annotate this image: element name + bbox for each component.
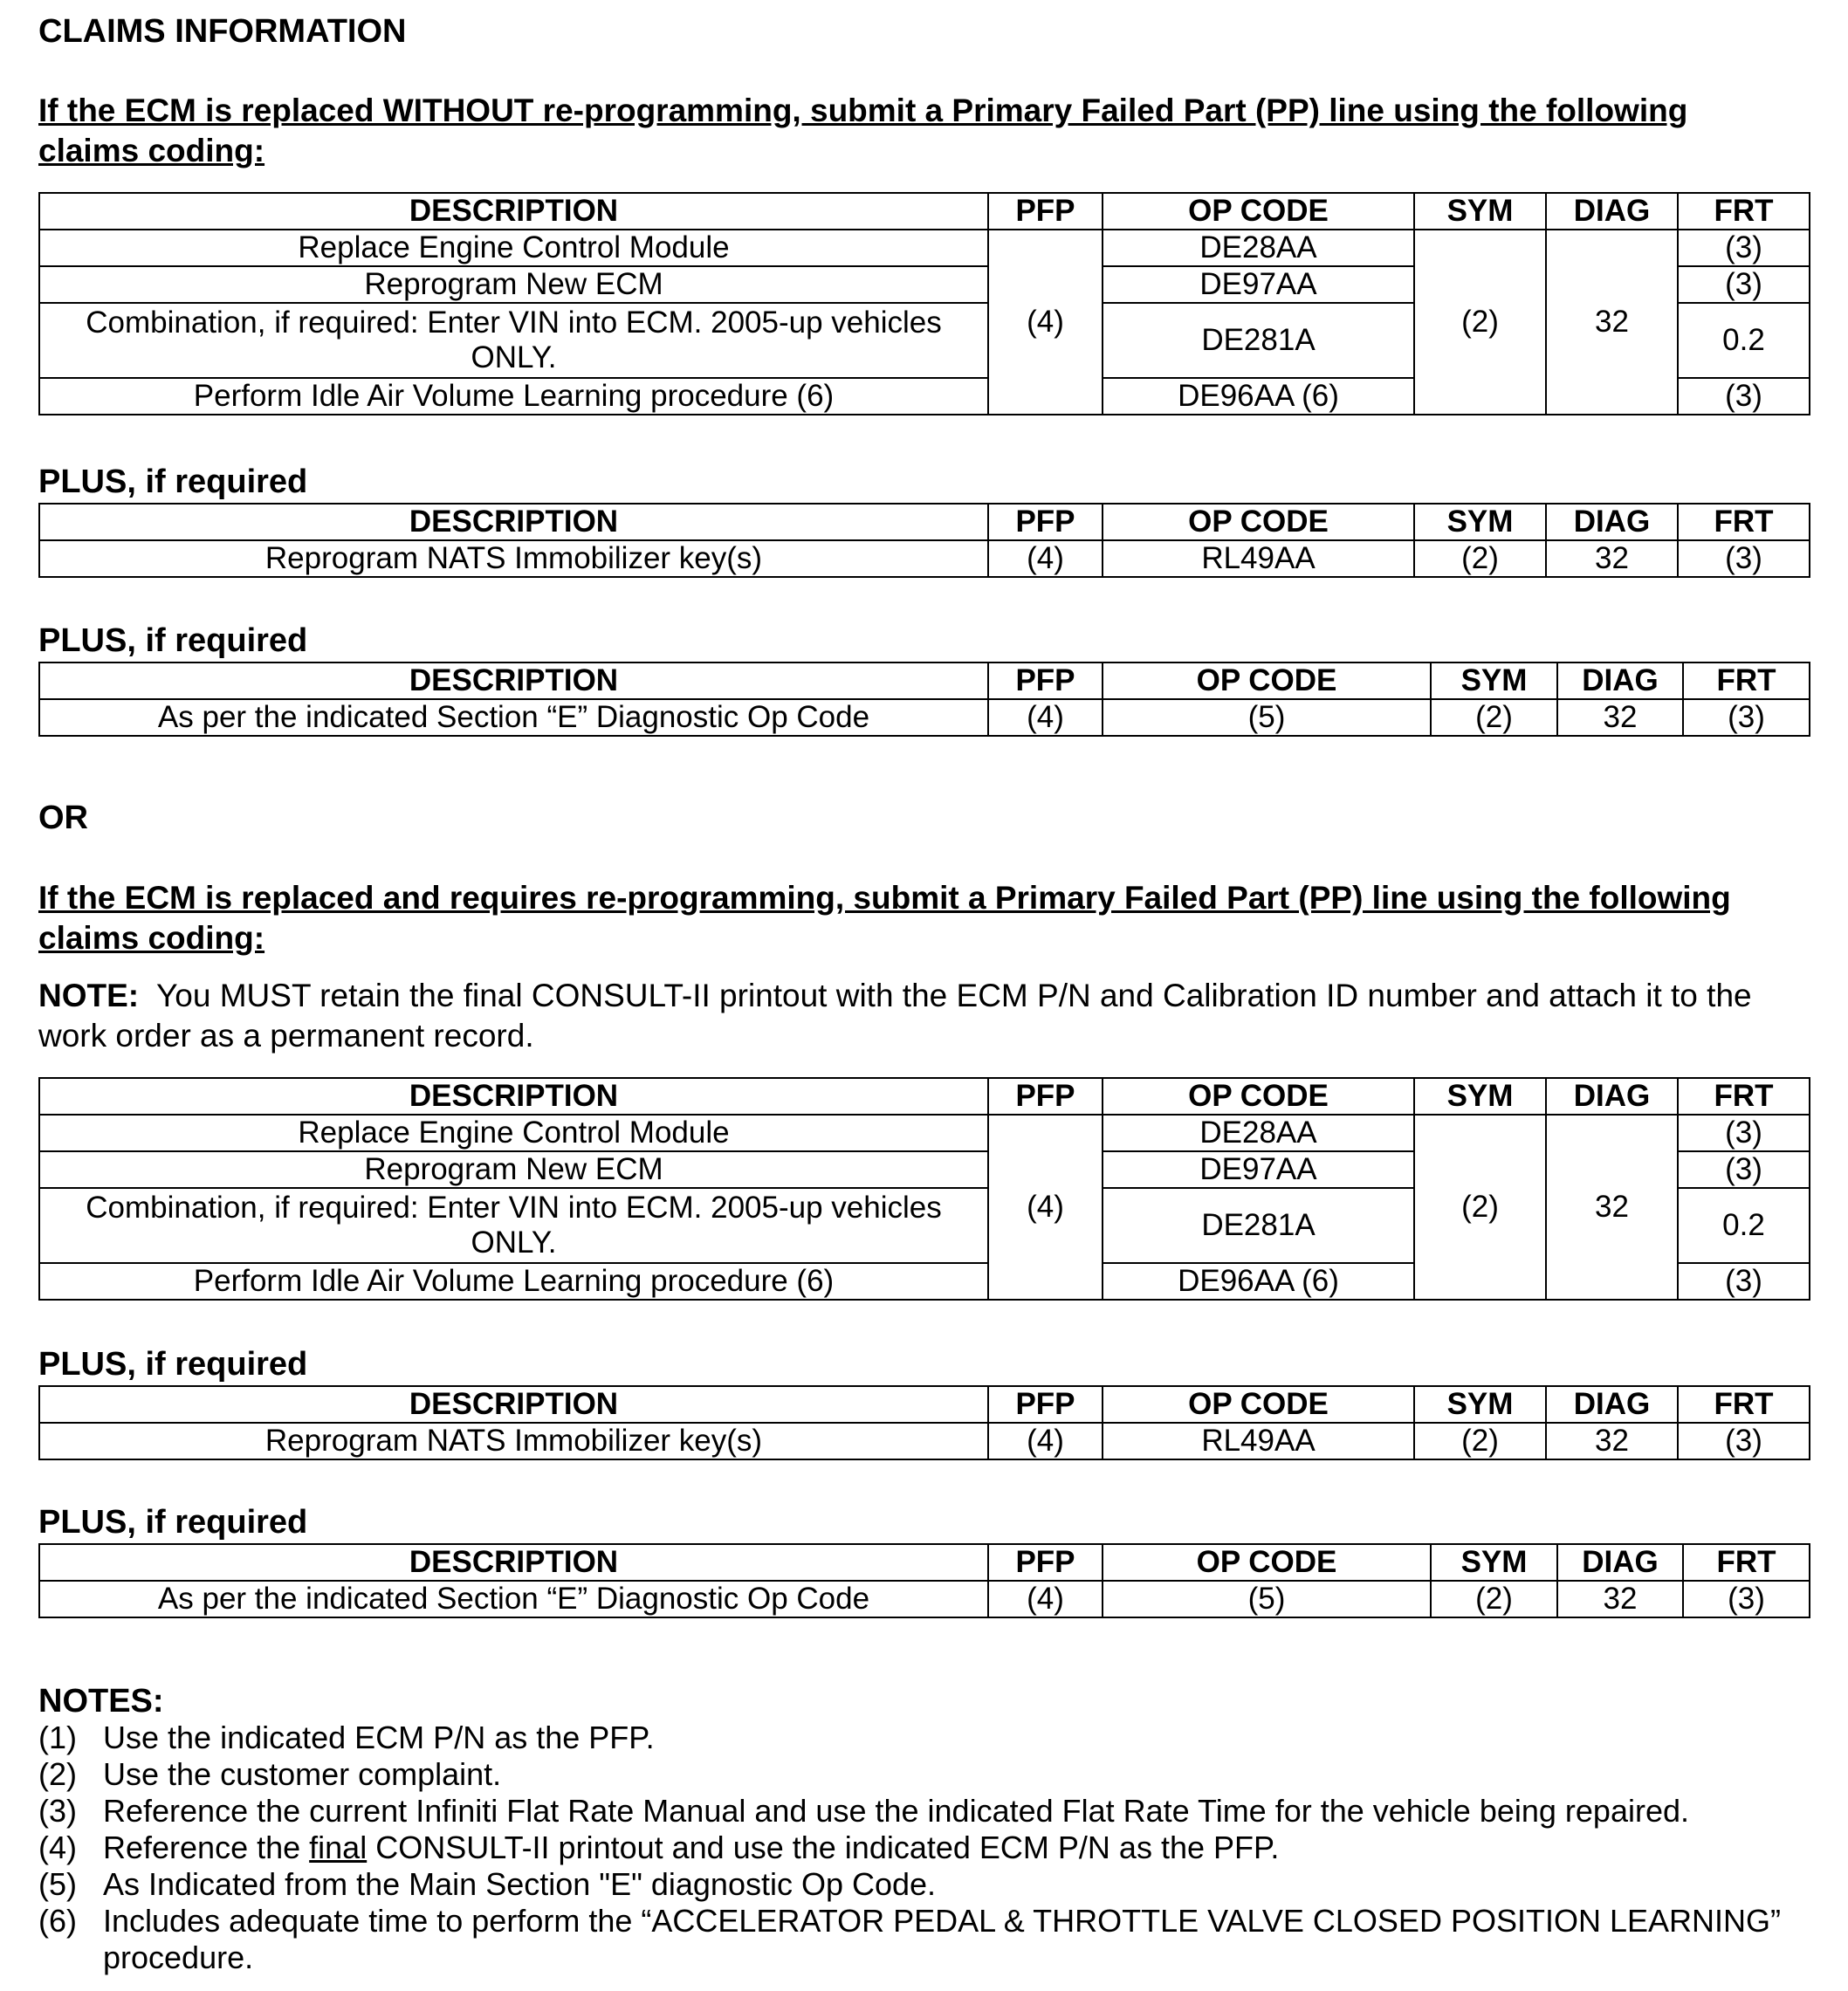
cell-description: Replace Engine Control Module [39,230,988,266]
cell-description: Perform Idle Air Volume Learning procedure (6) [39,378,988,415]
header-sym: SYM [1414,1386,1546,1423]
note-number: (4) [38,1830,77,1865]
header-description: DESCRIPTION [39,1544,988,1581]
cell-sym: (2) [1414,540,1546,577]
cell-description: Reprogram New ECM [39,1151,988,1188]
header-description: DESCRIPTION [39,1386,988,1423]
cell-description: As per the indicated Section “E” Diagnostic Op Code [39,699,988,736]
table-header-row [39,1544,1810,1581]
cell-op-code: DE96AA (6) [1103,378,1414,415]
cell-op-code: DE281A [1103,1188,1414,1263]
cell-description: Perform Idle Air Volume Learning procedure (6) [39,1263,988,1300]
cell-description: Reprogram NATS Immobilizer key(s) [39,540,988,577]
cell-description: Reprogram New ECM [39,266,988,303]
note-paragraph [38,976,1776,1056]
table-row [39,1115,1810,1151]
plus-label-4: PLUS, if required [38,1504,308,1541]
header-sym: SYM [1431,663,1557,699]
header-frt: FRT [1683,1544,1810,1581]
cell-frt: (3) [1678,1423,1810,1459]
header-diag: DIAG [1557,663,1683,699]
header-frt: FRT [1678,1078,1810,1115]
cell-pfp: (4) [988,230,1103,415]
plus-label-1: PLUS, if required [38,463,308,500]
note-text: As Indicated from the Main Section "E" diagnostic Op Code. [103,1866,937,1902]
cell-sym: (2) [1431,1581,1557,1617]
cell-sym: (2) [1414,230,1546,415]
table-header-row [39,663,1810,699]
note-text: Reference the current Infiniti Flat Rate Manual and use the indicated Flat Rate Time for the vehicle being repaired. [103,1793,1689,1829]
table-header-row [39,1386,1810,1423]
cell-frt: (3) [1678,1151,1810,1188]
table-header-row [39,1078,1810,1115]
note-text: Includes adequate time to perform the “ACCELERATOR PEDAL & THROTTLE VALVE CLOSED POSITION LEARNING” procedure. [103,1903,1781,1975]
note-label: NOTE: [38,978,140,1013]
header-op-code: OP CODE [1103,1544,1431,1581]
cell-frt: (3) [1678,540,1810,577]
cell-pfp: (4) [988,540,1103,577]
cell-pfp: (4) [988,699,1103,736]
header-pfp: PFP [988,504,1103,540]
cell-diag: 32 [1546,230,1678,415]
cell-sym: (2) [1431,699,1557,736]
header-diag: DIAG [1546,1078,1678,1115]
note-text-emphasis: final [309,1830,368,1865]
cell-pfp: (4) [988,1581,1103,1617]
note-number: (2) [38,1756,77,1792]
table-header-row [39,504,1810,540]
note-number: (5) [38,1866,77,1902]
header-diag: DIAG [1557,1544,1683,1581]
header-pfp: PFP [988,193,1103,230]
cell-description: Reprogram NATS Immobilizer key(s) [39,1423,988,1459]
cell-frt: 0.2 [1678,1188,1810,1263]
header-op-code: OP CODE [1103,663,1431,699]
table-row [39,1581,1810,1617]
cell-pfp: (4) [988,1423,1103,1459]
notes-title: NOTES: [38,1683,164,1720]
claims-table-2 [38,503,1810,578]
header-pfp: PFP [988,663,1103,699]
cell-op-code: DE28AA [1103,1115,1414,1151]
header-frt: FRT [1678,1386,1810,1423]
cell-sym: (2) [1414,1115,1546,1300]
cell-diag: 32 [1546,1115,1678,1300]
note-text-post: CONSULT-II printout and use the indicated ECM P/N as the PFP. [367,1830,1280,1865]
cell-frt: 0.2 [1678,303,1810,378]
header-diag: DIAG [1546,1386,1678,1423]
header-pfp: PFP [988,1386,1103,1423]
table-row [39,699,1810,736]
note-text: Use the indicated ECM P/N as the PFP. [103,1720,655,1755]
claims-table-4 [38,1077,1810,1301]
section1-heading: If the ECM is replaced WITHOUT re-programming, submit a Primary Failed Part (PP) line using the following claims coding: [38,93,1688,168]
cell-description: As per the indicated Section “E” Diagnostic Op Code [39,1581,988,1617]
cell-op-code: RL49AA [1103,540,1414,577]
header-op-code: OP CODE [1103,1078,1414,1115]
cell-frt: (3) [1678,1263,1810,1300]
list-item [38,1793,1796,1830]
cell-diag: 32 [1557,699,1683,736]
cell-description: Replace Engine Control Module [39,1115,988,1151]
table-row [39,230,1810,266]
header-sym: SYM [1414,504,1546,540]
note-number: (1) [38,1720,77,1755]
table-row [39,1423,1810,1459]
cell-frt: (3) [1678,378,1810,415]
cell-diag: 32 [1546,1423,1678,1459]
header-sym: SYM [1431,1544,1557,1581]
cell-description: Combination, if required: Enter VIN into ECM. 2005-up vehicles ONLY. [39,303,988,378]
list-item [38,1720,1796,1756]
cell-frt: (3) [1678,230,1810,266]
cell-frt: (3) [1678,266,1810,303]
note-text: You MUST retain the final CONSULT-II printout with the ECM P/N and Calibration ID number and attach it to the work order as a permanent record. [38,978,1752,1054]
header-description: DESCRIPTION [39,504,988,540]
table-row [39,540,1810,577]
note-number: (6) [38,1903,77,1939]
header-pfp: PFP [988,1544,1103,1581]
claims-table-1 [38,192,1810,415]
note-number: (3) [38,1793,77,1829]
list-item [38,1866,1796,1903]
cell-op-code: (5) [1103,1581,1431,1617]
cell-op-code: DE281A [1103,303,1414,378]
claims-table-3 [38,662,1810,737]
header-op-code: OP CODE [1103,504,1414,540]
list-item [38,1830,1796,1866]
note-text: Use the customer complaint. [103,1756,502,1792]
claims-table-6 [38,1543,1810,1618]
header-description: DESCRIPTION [39,663,988,699]
cell-pfp: (4) [988,1115,1103,1300]
table-header-row [39,193,1810,230]
cell-diag: 32 [1557,1581,1683,1617]
cell-frt: (3) [1683,1581,1810,1617]
notes-list [38,1720,1796,1976]
plus-label-2: PLUS, if required [38,622,308,659]
section2-heading: If the ECM is replaced and requires re-programming, submit a Primary Failed Part (PP) line using the following claims coding: [38,880,1731,956]
header-op-code: OP CODE [1103,193,1414,230]
header-frt: FRT [1678,193,1810,230]
header-diag: DIAG [1546,193,1678,230]
cell-op-code: DE97AA [1103,266,1414,303]
header-sym: SYM [1414,1078,1546,1115]
cell-op-code: (5) [1103,699,1431,736]
list-item [38,1903,1796,1976]
list-item [38,1756,1796,1793]
plus-label-3: PLUS, if required [38,1346,308,1383]
header-sym: SYM [1414,193,1546,230]
header-pfp: PFP [988,1078,1103,1115]
claims-table-5 [38,1385,1810,1460]
cell-sym: (2) [1414,1423,1546,1459]
cell-frt: (3) [1678,1115,1810,1151]
cell-diag: 32 [1546,540,1678,577]
cell-op-code: DE28AA [1103,230,1414,266]
cell-op-code: DE97AA [1103,1151,1414,1188]
note-text [103,1830,1796,1866]
cell-op-code: DE96AA (6) [1103,1263,1414,1300]
header-description: DESCRIPTION [39,1078,988,1115]
header-diag: DIAG [1546,504,1678,540]
header-op-code: OP CODE [1103,1386,1414,1423]
page-title: CLAIMS INFORMATION [38,13,407,50]
cell-frt: (3) [1683,699,1810,736]
note-text-pre: Reference the [103,1830,310,1865]
header-frt: FRT [1678,504,1810,540]
cell-description: Combination, if required: Enter VIN into ECM. 2005-up vehicles ONLY. [39,1188,988,1263]
header-frt: FRT [1683,663,1810,699]
header-description: DESCRIPTION [39,193,988,230]
cell-op-code: RL49AA [1103,1423,1414,1459]
or-label: OR [38,800,88,836]
